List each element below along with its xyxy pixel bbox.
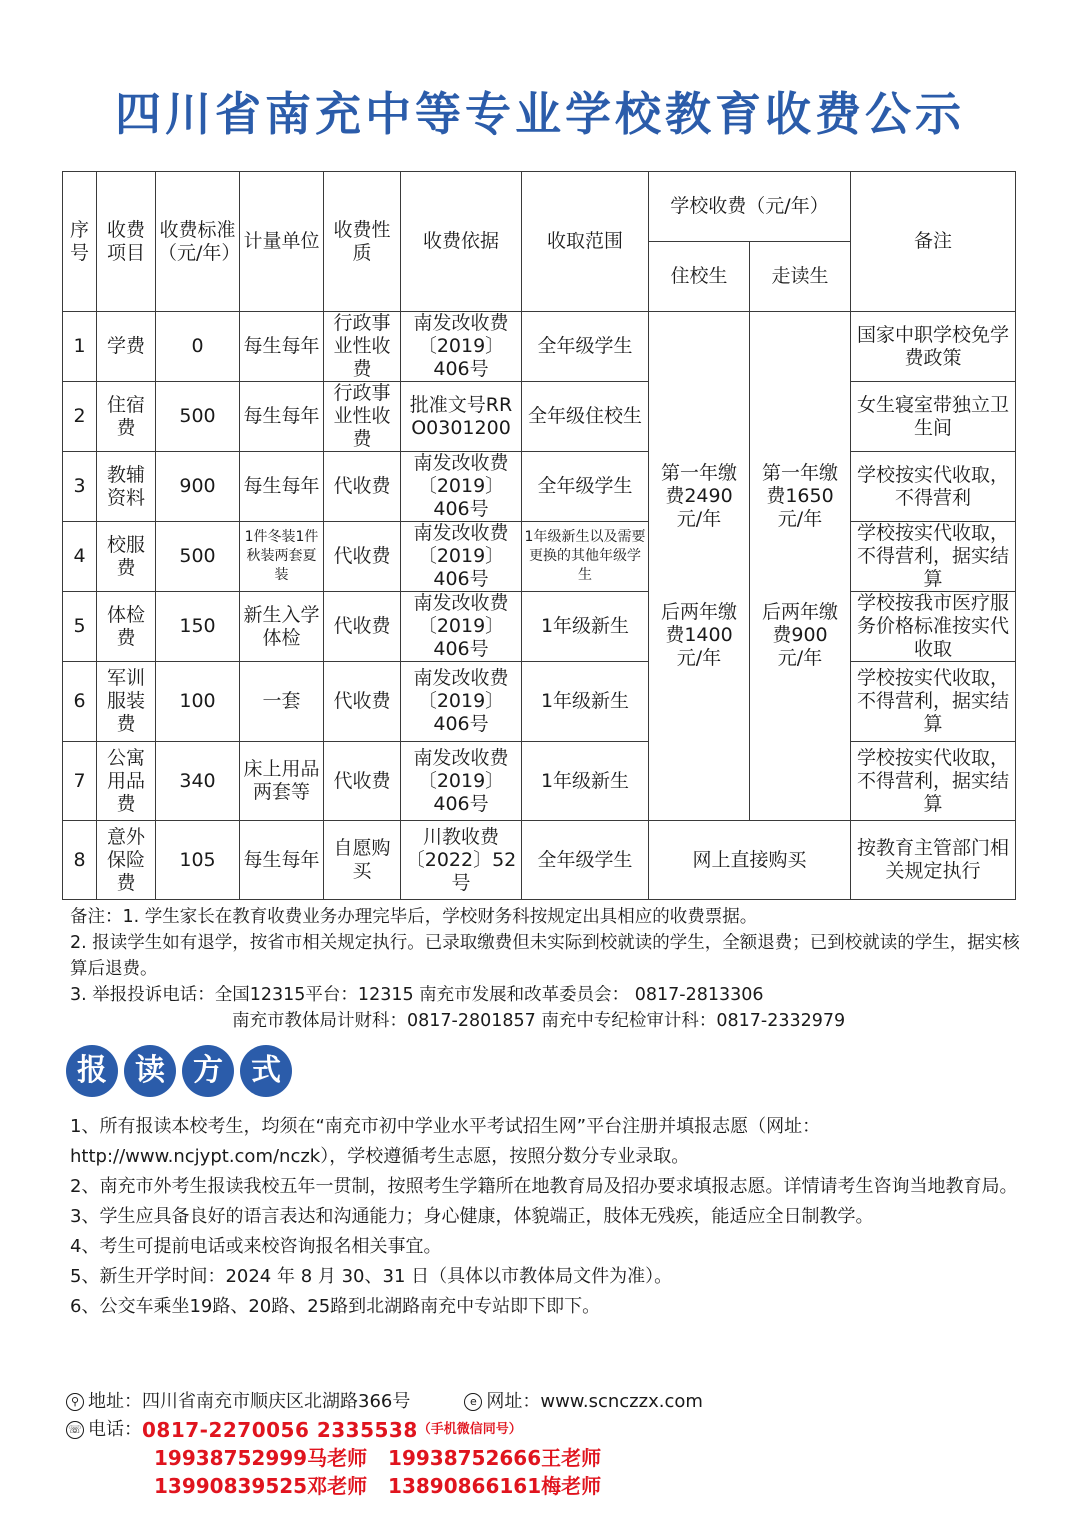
note-3: 3. 举报投诉电话：全国12315平台：12315 南充市发展和改革委员会： 0817-2813306 — [70, 985, 764, 1005]
fee-table — [62, 171, 1016, 900]
badge-char: 读 — [124, 1045, 176, 1097]
contact-info — [66, 1388, 1026, 1500]
note-2: 2. 报读学生如有退学，按省市相关规定执行。已录取缴费但未实际到校就读的学生，全额退费；已到校就读的学生，据实核算后退费。 — [70, 933, 1020, 979]
cell-remark: 国家中职学校免学费政策 — [851, 312, 1016, 382]
cell-standard: 900 — [156, 452, 240, 522]
cell-unit: 1件冬装1件秋装两套夏装 — [240, 522, 324, 592]
web-label: 网址： — [486, 1391, 541, 1412]
cell-unit: 每生每年 — [240, 452, 324, 522]
enroll-steps — [70, 1112, 1020, 1322]
cell-basis: 南发改收费〔2019〕406号 — [401, 592, 522, 662]
cell-seq: 7 — [63, 742, 97, 821]
cell-remark: 学校按我市医疗服务价格标准按实代收取 — [851, 592, 1016, 662]
day-first-year: 第一年缴费1650元/年 — [762, 462, 839, 530]
cell-unit: 新生入学体检 — [240, 592, 324, 662]
table-row — [63, 592, 1016, 662]
table-row — [63, 821, 1016, 900]
cell-item: 体检费 — [97, 592, 156, 662]
cell-standard: 340 — [156, 742, 240, 821]
cell-scope: 1年级新生以及需要更换的其他年级学生 — [522, 522, 649, 592]
cell-nature: 代收费 — [324, 522, 401, 592]
cell-unit: 每生每年 — [240, 382, 324, 452]
list-item: 1、所有报读本校考生，均须在“南充市初中学业水平考试招生网”平台注册并填报志愿（网址：http://www.ncjypt.com/nczk），学校遵循考生志愿，按照分数分专业录取。 — [70, 1116, 821, 1167]
cell-basis: 南发改收费〔2019〕406号 — [401, 312, 522, 382]
cell-basis: 南发改收费〔2019〕406号 — [401, 662, 522, 742]
cell-seq: 1 — [63, 312, 97, 382]
table-row — [63, 742, 1016, 821]
cell-item: 学费 — [97, 312, 156, 382]
header-scope: 收取范围 — [522, 172, 649, 312]
teacher-contacts — [66, 1444, 1026, 1500]
merged-day — [750, 312, 851, 821]
cell-scope: 1年级新生 — [522, 592, 649, 662]
cell-item: 教辅资料 — [97, 452, 156, 522]
list-item: 3、学生应具备良好的语言表达和沟通能力；身心健康，体貌端正，肢体无残疾，能适应全日制教学。 — [70, 1206, 874, 1227]
cell-standard: 0 — [156, 312, 240, 382]
address: 四川省南充市顺庆区北湖路366号 — [142, 1391, 411, 1412]
cell-standard: 100 — [156, 662, 240, 742]
cell-nature: 代收费 — [324, 592, 401, 662]
cell-basis: 南发改收费〔2019〕406号 — [401, 452, 522, 522]
cell-scope: 全年级住校生 — [522, 382, 649, 452]
cell-basis: 南发改收费〔2019〕406号 — [401, 522, 522, 592]
cell-scope: 全年级学生 — [522, 312, 649, 382]
cell-unit: 每生每年 — [240, 821, 324, 900]
header-item: 收费项目 — [97, 172, 156, 312]
school-phones[interactable]: 0817-2270056 2335538 — [142, 1418, 418, 1442]
header-day: 走读生 — [750, 242, 851, 312]
badge-char: 方 — [182, 1045, 234, 1097]
cell-standard: 500 — [156, 522, 240, 592]
note-1: 备注：1. 学生家长在教育收费业务办理完毕后，学校财务科按规定出具相应的收费票据。 — [70, 907, 758, 927]
header-basis: 收费依据 — [401, 172, 522, 312]
cell-remark: 学校按实代收取，不得营利，据实结算 — [851, 522, 1016, 592]
address-label: 地址： — [88, 1391, 142, 1412]
cell-scope: 全年级学生 — [522, 821, 649, 900]
cell-standard: 105 — [156, 821, 240, 900]
cell-scope: 1年级新生 — [522, 742, 649, 821]
cell-item: 住宿费 — [97, 382, 156, 452]
cell-basis: 川教收费〔2022〕52号 — [401, 821, 522, 900]
header-remark: 备注 — [851, 172, 1016, 312]
cell-seq: 2 — [63, 382, 97, 452]
cell-nature: 行政事业性收费 — [324, 312, 401, 382]
cell-scope: 1年级新生 — [522, 662, 649, 742]
cell-standard: 150 — [156, 592, 240, 662]
day-later-years: 后两年缴费900元/年 — [762, 601, 839, 669]
cell-standard: 500 — [156, 382, 240, 452]
list-item: 5、新生开学时间：2024 年 8 月 30、31 日（具体以市教体局文件为准）。 — [70, 1266, 673, 1287]
cell-basis: 批准文号RRO0301200 — [401, 382, 522, 452]
location-pin-icon: ⚲ — [66, 1393, 84, 1411]
cell-remark: 女生寝室带独立卫生间 — [851, 382, 1016, 452]
header-nature: 收费性质 — [324, 172, 401, 312]
cell-seq: 4 — [63, 522, 97, 592]
cell-nature: 自愿购买 — [324, 821, 401, 900]
badge-char: 式 — [240, 1045, 292, 1097]
page-title: 四川省南充中等专业学校教育收费公示 — [115, 87, 965, 141]
cell-scope: 全年级学生 — [522, 452, 649, 522]
teacher-phone[interactable]: 13890866161梅老师 — [388, 1474, 602, 1498]
badge-char: 报 — [66, 1045, 118, 1097]
cell-item: 军训服装费 — [97, 662, 156, 742]
enroll-heading — [66, 1045, 292, 1097]
cell-remark: 学校按实代收取，不得营利 — [851, 452, 1016, 522]
cell-remark: 学校按实代收取，不得营利，据实结算 — [851, 742, 1016, 821]
header-boarding: 住校生 — [649, 242, 750, 312]
cell-nature: 代收费 — [324, 452, 401, 522]
web-link[interactable]: www.scnczzx.com — [540, 1391, 703, 1412]
cell-remark: 按教育主管部门相关规定执行 — [851, 821, 1016, 900]
cell-nature: 代收费 — [324, 662, 401, 742]
cell-unit: 床上用品两套等 — [240, 742, 324, 821]
table-row — [63, 312, 1016, 382]
teacher-phone[interactable]: 13990839525邓老师 — [154, 1474, 368, 1498]
cell-nature: 行政事业性收费 — [324, 382, 401, 452]
list-item: 6、公交车乘坐19路、20路、25路到北湖路南充中专站即下即下。 — [70, 1296, 601, 1317]
cell-unit: 一套 — [240, 662, 324, 742]
table-row — [63, 382, 1016, 452]
boarding-later-years: 后两年缴费1400元/年 — [661, 601, 738, 669]
header-school-fee: 学校收费（元/年） — [649, 172, 851, 242]
cell-nature: 代收费 — [324, 742, 401, 821]
globe-icon: e — [464, 1393, 482, 1411]
cell-remark: 学校按实代收取，不得营利，据实结算 — [851, 662, 1016, 742]
table-row — [63, 452, 1016, 522]
cell-seq: 6 — [63, 662, 97, 742]
header-unit: 计量单位 — [240, 172, 324, 312]
boarding-first-year: 第一年缴费2490元/年 — [661, 462, 738, 530]
list-item: 4、考生可提前电话或来校咨询报名相关事宜。 — [70, 1236, 442, 1257]
cell-unit: 每生每年 — [240, 312, 324, 382]
cell-item: 校服费 — [97, 522, 156, 592]
table-row — [63, 662, 1016, 742]
cell-seq: 3 — [63, 452, 97, 522]
table-row — [63, 522, 1016, 592]
cell-seq: 8 — [63, 821, 97, 900]
phone-label: 电话： — [88, 1419, 142, 1440]
cell-seq: 5 — [63, 592, 97, 662]
cell-item: 意外保险费 — [97, 821, 156, 900]
notes — [70, 904, 1030, 1034]
insurance-purchase: 网上直接购买 — [649, 821, 851, 900]
header-seq: 序号 — [63, 172, 97, 312]
merged-boarding — [649, 312, 750, 821]
list-item: 2、南充市外考生报读我校五年一贯制，按照考生学籍所在地教育局及招办要求填报志愿。详情请考生咨询当地教育局。 — [70, 1176, 1018, 1197]
teacher-phone[interactable]: 19938752999马老师 — [154, 1446, 368, 1470]
note-3-contacts: 南充市教体局计财科：0817-2801857 南充中专纪检审计科：0817-2332979 — [232, 1011, 846, 1031]
cell-item: 公寓用品费 — [97, 742, 156, 821]
phones-note: （手机微信同号） — [417, 1422, 522, 1437]
header-standard: 收费标准（元/年） — [156, 172, 240, 312]
teacher-phone[interactable]: 19938752666王老师 — [388, 1446, 602, 1470]
cell-basis: 南发改收费〔2019〕406号 — [401, 742, 522, 821]
phone-icon: ☏ — [66, 1421, 84, 1439]
